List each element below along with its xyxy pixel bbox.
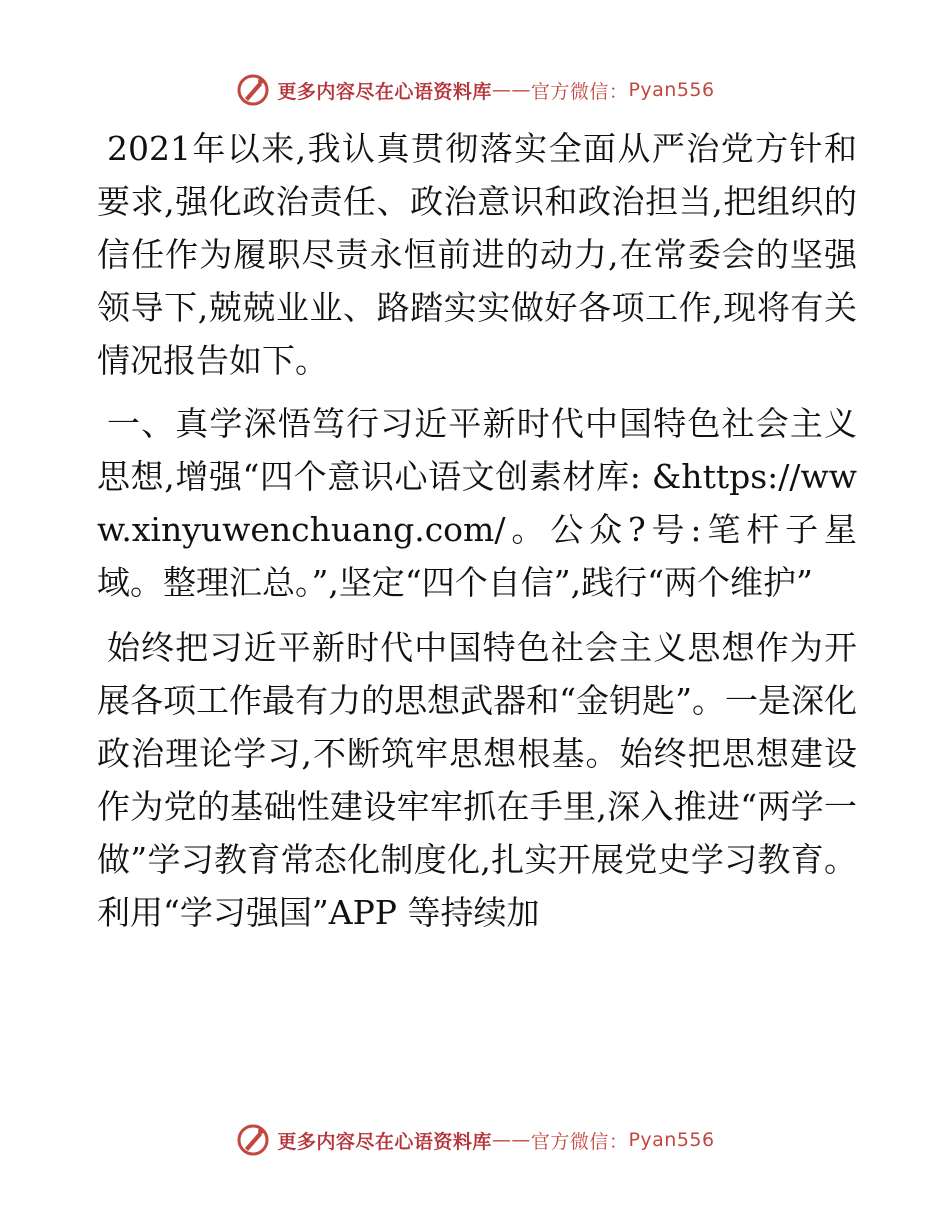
- watermark-contact: 官方微信：: [530, 80, 629, 103]
- watermark-handle: Pyan556: [628, 79, 715, 101]
- watermark-footer: [0, 1120, 950, 1160]
- section-heading: 一、真学深悟笃行习近平新时代中国特色社会主义思想,增强“四个意识心语文创素材库: &https://www.xinyuwenchuang.com/。公众?号:笔杆子星域。整理汇总。”,坚定“四个自信”,践行“两个维护”: [97, 404, 857, 602]
- watermark-header: [0, 70, 950, 110]
- brand-logo-icon: [235, 1122, 271, 1158]
- brand-logo-icon: [235, 72, 271, 108]
- paragraph-intro: 2021年以来,我认真贯彻落实全面从严治党方针和要求,强化政治责任、政治意识和政治担当,把组织的信任作为履职尽责永恒前进的动力,在常委会的坚强领导下,兢兢业业、路踏实实做好各项工作,现将有关情况报告如下。: [97, 129, 857, 380]
- document-body: [97, 122, 857, 939]
- watermark-brand: 更多内容尽在心语资料库: [277, 1130, 492, 1153]
- watermark-separator: ——: [491, 79, 531, 101]
- watermark-brand: 更多内容尽在心语资料库: [277, 80, 492, 103]
- watermark-handle: Pyan556: [628, 1129, 715, 1151]
- paragraph-body: 始终把习近平新时代中国特色社会主义思想作为开展各项工作最有力的思想武器和“金钥匙”。一是深化政治理论学习,不断筑牢思想根基。始终把思想建设作为党的基础性建设牢牢抓在手里,深入推进“两学一做”学习教育常态化制度化,扎实开展党史学习教育。利用“学习强国”APP 等持续加: [97, 628, 857, 932]
- watermark-contact: 官方微信：: [530, 1130, 629, 1153]
- watermark-separator: ——: [491, 1129, 531, 1151]
